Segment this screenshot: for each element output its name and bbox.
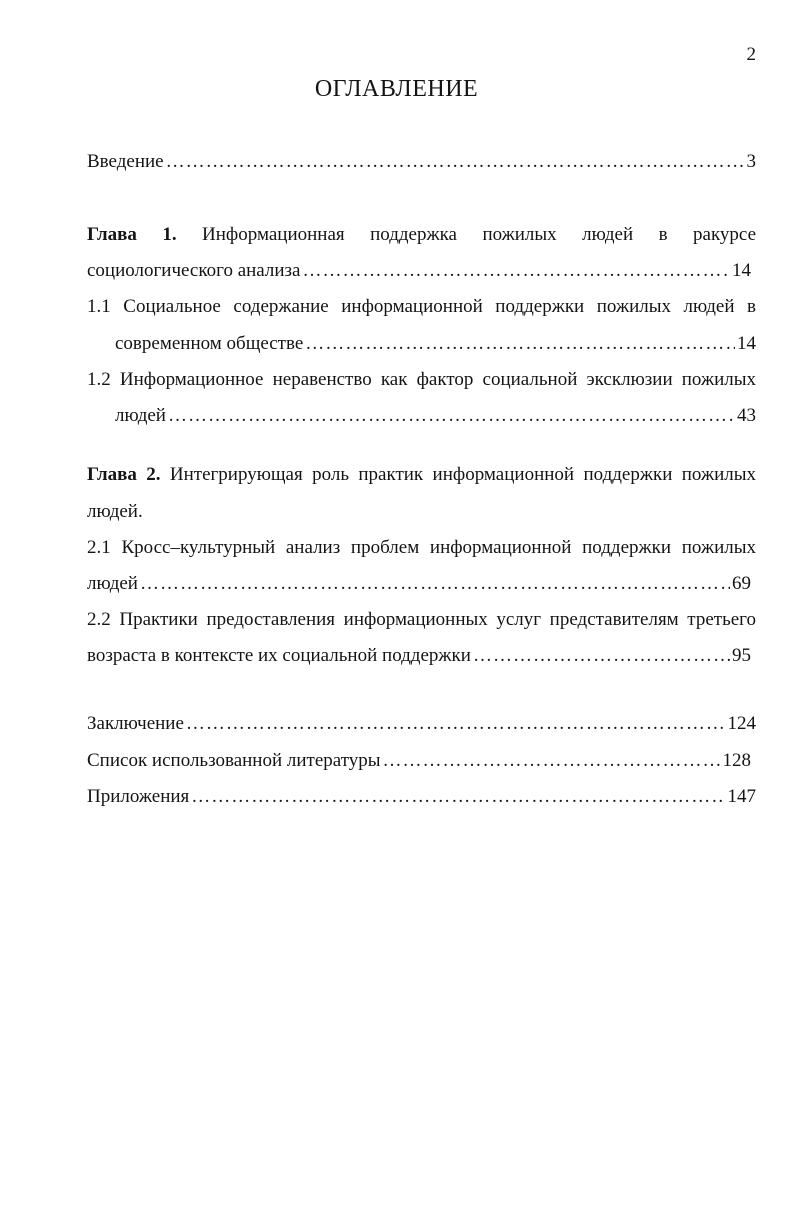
toc-label: людей.	[87, 501, 143, 522]
toc-entry-intro[interactable]	[87, 149, 756, 175]
toc-label: современном обществе	[115, 333, 304, 354]
toc-label: Приложения	[87, 786, 190, 807]
toc-label: возраста в контексте их социальной поддержки	[87, 645, 471, 666]
chapter-prefix: Глава 1.	[87, 224, 177, 245]
leader-dots	[383, 748, 721, 774]
toc-label: социологического анализа	[87, 260, 301, 281]
toc-entry-section-2-1[interactable]	[87, 535, 756, 561]
toc-label: людей	[87, 573, 138, 594]
toc-entry-appendices[interactable]	[87, 784, 756, 810]
toc-entry-chapter-2[interactable]	[87, 462, 756, 488]
page-title: ОГЛАВЛЕНИЕ	[314, 76, 479, 102]
toc-entry-chapter-1[interactable]	[87, 222, 756, 248]
toc-page: 69	[732, 573, 751, 594]
leader-dots	[140, 571, 730, 597]
toc-entry-chapter-2-cont[interactable]	[87, 499, 143, 525]
toc-entry-conclusion[interactable]	[87, 711, 756, 737]
leader-dots	[166, 149, 745, 175]
toc-page: 3	[746, 151, 756, 172]
toc-entry-section-1-1[interactable]	[87, 294, 756, 320]
toc-label: Интегрирующая роль практик информационной поддержки пожилых	[169, 464, 756, 485]
toc-label: Заключение	[87, 713, 184, 734]
toc-label: 2.1 Кросс–культурный анализ проблем информационной поддержки пожилых	[87, 537, 756, 558]
leader-dots	[305, 331, 735, 357]
toc-page: 95	[732, 645, 751, 666]
toc-page: 124	[727, 713, 756, 734]
toc-label: Введение	[87, 151, 164, 172]
toc-label: Информационная поддержка пожилых людей в ракурсе	[202, 224, 757, 245]
toc-page: 14	[737, 333, 756, 354]
leader-dots	[168, 403, 735, 429]
toc-page: 43	[737, 405, 756, 426]
toc-entry-section-2-2-cont[interactable]	[87, 643, 751, 669]
toc-page: 147	[727, 786, 756, 807]
toc-entry-section-2-1-cont[interactable]	[87, 571, 751, 597]
leader-dots	[473, 643, 730, 669]
toc-label: 1.1 Социальное содержание информационной поддержки пожилых людей в	[87, 296, 756, 317]
toc-entry-references[interactable]	[87, 748, 751, 774]
toc-entry-section-2-2[interactable]	[87, 607, 756, 633]
chapter-prefix: Глава 2.	[87, 464, 161, 485]
toc-entry-section-1-1-cont[interactable]	[115, 331, 756, 357]
toc-label: 1.2 Информационное неравенство как фактор социальной эксклюзии пожилых	[87, 369, 756, 390]
toc-entry-section-1-2-cont[interactable]	[115, 403, 756, 429]
leader-dots	[191, 784, 725, 810]
toc-page: 14	[732, 260, 751, 281]
leader-dots	[302, 258, 730, 284]
toc-label: Список использованной литературы	[87, 750, 381, 771]
page-number: 2	[746, 44, 756, 65]
toc-entry-chapter-1-cont[interactable]	[87, 258, 751, 284]
toc-entry-section-1-2[interactable]	[87, 367, 756, 393]
toc-label: 2.2 Практики предоставления информационных услуг представителям третьего	[87, 609, 756, 630]
leader-dots	[186, 711, 726, 737]
toc-label: людей	[115, 405, 166, 426]
toc-page: 128	[722, 750, 751, 771]
